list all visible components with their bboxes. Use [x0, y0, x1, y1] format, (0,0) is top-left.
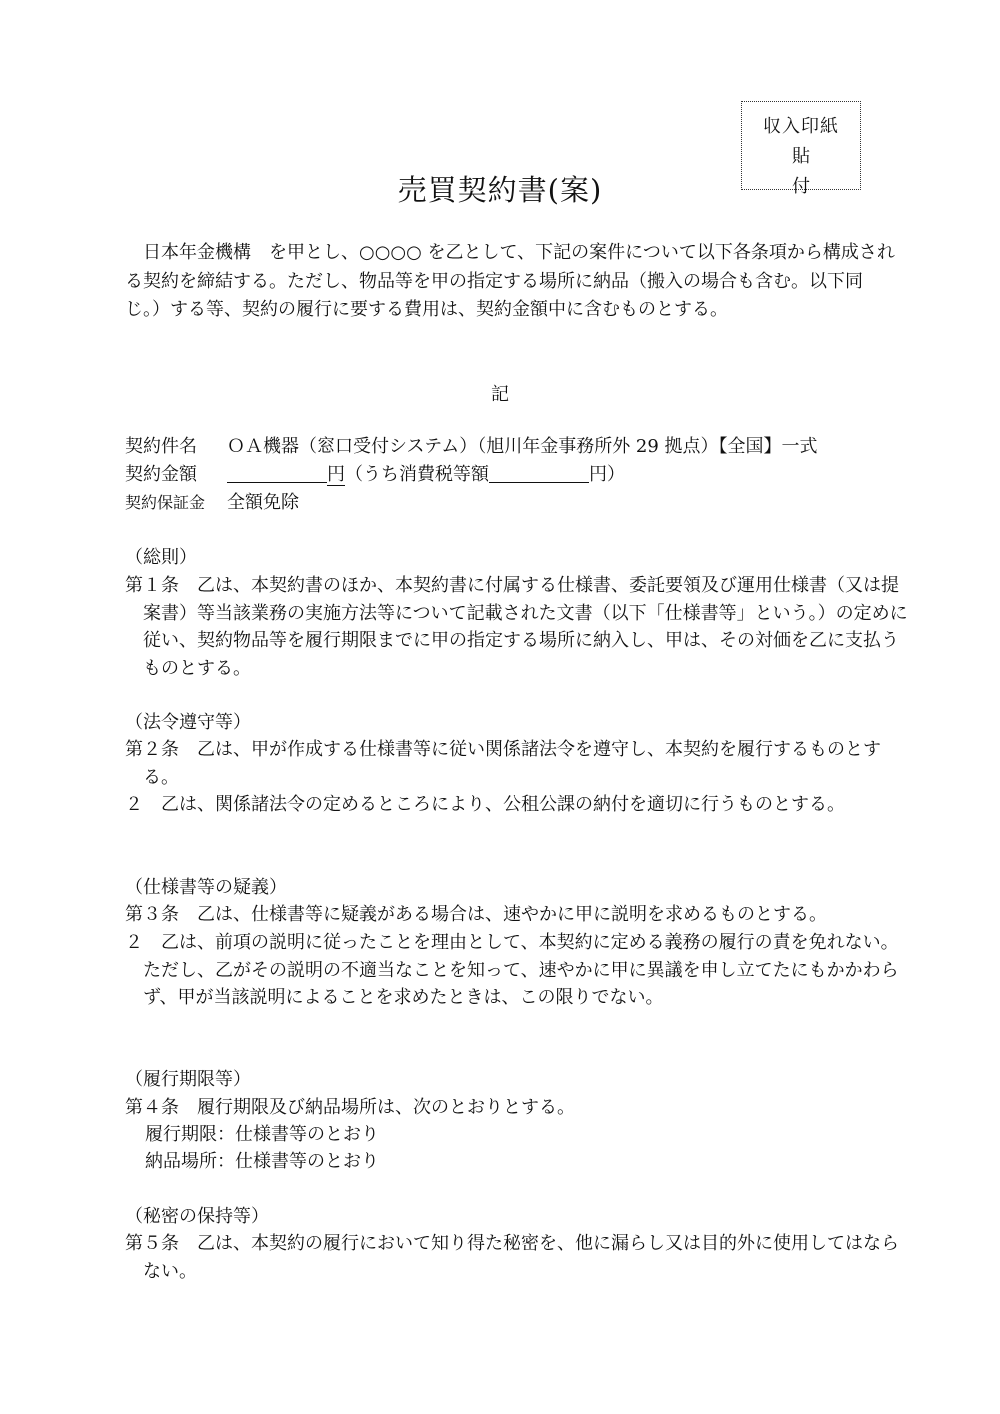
article-paragraph: 第１条 乙は、本契約書のほか、本契約書に付属する仕様書、委託要領及び運用仕様書（又は提案書）等当該業務の実施方法等について記載された文書（以下「仕様書等」という。）の定めに従い、契約物品等を履行期限までに甲の指定する場所に納入し、甲は、その対価を乙に支払うものとする。 [125, 575, 908, 679]
contract-amount-label: 契約金額 [125, 464, 197, 485]
article-heading: （履行期限等） [125, 1069, 251, 1090]
intro-paragraph: 日本年金機構 を甲とし、○○○○ を乙として、下記の案件について以下各条項から構成される契約を締結する。ただし、物品等を甲の指定する場所に納品（搬入の場合も含む。以下同じ。）する等、契約の履行に要する費用は、契約金額中に含むものとする。 [125, 242, 895, 320]
contract-amount-row [125, 461, 625, 489]
contract-deposit-row [125, 489, 299, 517]
article-paragraph: 第５条 乙は、本契約の履行において知り得た秘密を、他に漏らし又は目的外に使用してはならない。 [125, 1233, 899, 1282]
article-paragraph: ２ 乙は、関係諸法令の定めるところにより、公租公課の納付を適切に行うものとする。 [125, 794, 845, 815]
article-heading: （仕様書等の疑義） [125, 877, 287, 898]
tax-blank [489, 462, 589, 483]
article-paragraph: 第２条 乙は、甲が作成する仕様書等に従い関係諸法令を遵守し、本契約を履行するものとする。 [125, 739, 881, 788]
article-paragraph: 第３条 乙は、仕様書等に疑義がある場合は、速やかに甲に説明を求めるものとする。 [125, 904, 827, 925]
stamp-label-line1: 収入印紙 [763, 116, 839, 137]
article-heading: （秘密の保持等） [125, 1206, 269, 1227]
contract-deposit-value: 全額免除 [227, 492, 299, 513]
contract-deposit-label: 契約保証金 [125, 493, 206, 512]
article-paragraph: ２ 乙は、前項の説明に従ったことを理由として、本契約に定める義務の履行の責を免れない。ただし、乙がその説明の不適当なことを知って、速やかに甲に異議を申し立てたにもかかわらず、甲が当該説明によることを求めたときは、この限りでない。 [125, 932, 899, 1008]
amount-blank [227, 462, 327, 483]
stamp-label-line2: 貼付 [792, 146, 840, 197]
document-title: 売買契約書(案) [397, 173, 603, 207]
deadline-item: 履行期限：仕様書等のとおり [145, 1124, 379, 1145]
amount-tax-yen: 円） [589, 464, 625, 485]
amount-tax-label: （うち消費税等額 [345, 464, 489, 485]
contract-name-value: ＯＡ機器（窓口受付システム）（旭川年金事務所外 29 拠点）【全国】一式 [227, 436, 818, 457]
article-heading: （法令遵守等） [125, 712, 251, 733]
contract-name-label: 契約件名 [125, 436, 197, 457]
amount-yen: 円 [327, 464, 345, 485]
article-heading: （総則） [125, 547, 197, 568]
article-paragraph: 第４条 履行期限及び納品場所は、次のとおりとする。 [125, 1097, 575, 1118]
contract-name-row [125, 433, 818, 461]
delivery-place-item: 納品場所：仕様書等のとおり [145, 1151, 379, 1172]
ki-marker: 記 [491, 384, 509, 405]
